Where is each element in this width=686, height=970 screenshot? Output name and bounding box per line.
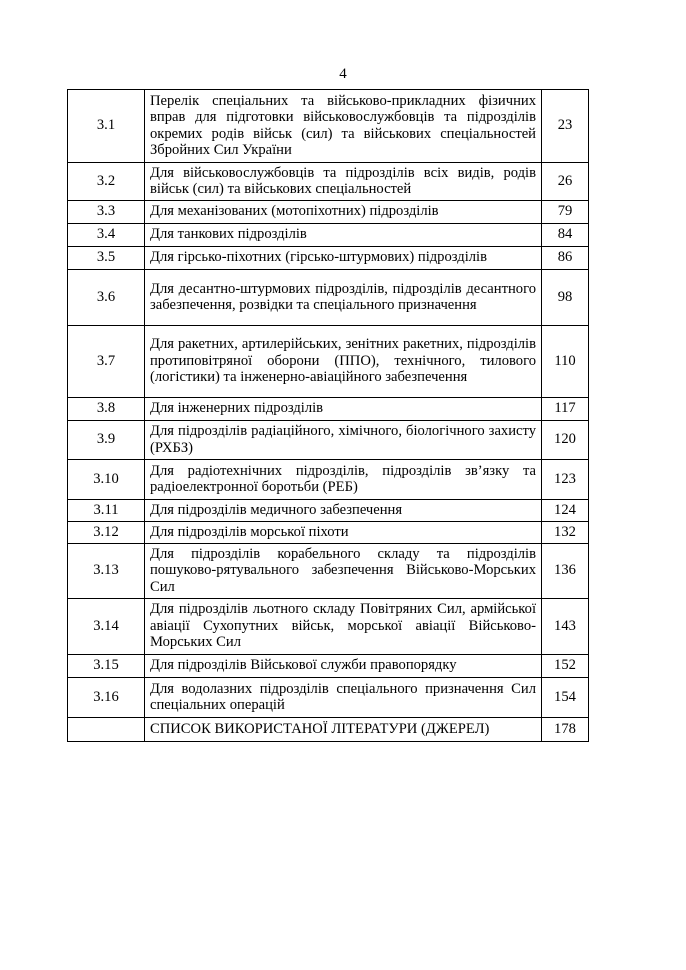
toc-row-3-16 bbox=[68, 678, 589, 718]
toc-row-3-10 bbox=[68, 460, 589, 500]
section-title: Для радіотехнічних підрозділів, підрозділів зв’язку та радіоелектронної боротьби (РЕБ) bbox=[145, 460, 542, 500]
section-page: 152 bbox=[542, 655, 589, 678]
table-of-contents bbox=[67, 89, 589, 742]
toc-row-3-15 bbox=[68, 655, 589, 678]
section-number: 3.10 bbox=[68, 460, 145, 500]
toc-row-3-4 bbox=[68, 224, 589, 247]
section-number: 3.16 bbox=[68, 678, 145, 718]
toc-row-3-12 bbox=[68, 522, 589, 544]
section-title: Для підрозділів льотного складу Повітряних Сил, армійської авіації Сухопутних військ, морської авіації Військово-Морських Сил bbox=[145, 599, 542, 655]
section-title: Для гірсько-піхотних (гірсько-штурмових) підрозділів bbox=[145, 247, 542, 270]
section-title: Для танкових підрозділів bbox=[145, 224, 542, 247]
section-title: Для підрозділів морської піхоти bbox=[145, 522, 542, 544]
section-number: 3.6 bbox=[68, 270, 145, 326]
toc-row-3-7 bbox=[68, 326, 589, 398]
section-number: 3.13 bbox=[68, 544, 145, 599]
section-page: 136 bbox=[542, 544, 589, 599]
section-page: 110 bbox=[542, 326, 589, 398]
section-number: 3.8 bbox=[68, 398, 145, 421]
section-title: Перелік спеціальних та військово-прикладних фізичних вправ для підготовки військовослужбовців та підрозділів окремих родів військ (сил) та військових спеціальностей Збройних Сил України bbox=[145, 90, 542, 163]
section-page: 123 bbox=[542, 460, 589, 500]
toc-row-3-5 bbox=[68, 247, 589, 270]
section-title: Для десантно-штурмових підрозділів, підрозділів десантного забезпечення, розвідки та спеціального призначення bbox=[145, 270, 542, 326]
section-page: 120 bbox=[542, 421, 589, 460]
section-page: 132 bbox=[542, 522, 589, 544]
page-number: 4 bbox=[339, 66, 347, 82]
section-number: 3.1 bbox=[68, 90, 145, 163]
toc-row-3-13 bbox=[68, 544, 589, 599]
toc-row-3-6 bbox=[68, 270, 589, 326]
section-page: 86 bbox=[542, 247, 589, 270]
section-page: 143 bbox=[542, 599, 589, 655]
section-title: Для підрозділів Військової служби правопорядку bbox=[145, 655, 542, 678]
toc-row-3-11 bbox=[68, 500, 589, 522]
section-title: Для підрозділів радіаційного, хімічного, біологічного захисту (РХБЗ) bbox=[145, 421, 542, 460]
section-title: Для інженерних підрозділів bbox=[145, 398, 542, 421]
section-number: 3.7 bbox=[68, 326, 145, 398]
section-number: 3.14 bbox=[68, 599, 145, 655]
section-page: 117 bbox=[542, 398, 589, 421]
section-page: 98 bbox=[542, 270, 589, 326]
section-title: Для підрозділів корабельного складу та підрозділів пошуково-рятувального забезпечення Військово-Морських Сил bbox=[145, 544, 542, 599]
section-page: 23 bbox=[542, 90, 589, 163]
section-title: Для водолазних підрозділів спеціального призначення Сил спеціальних операцій bbox=[145, 678, 542, 718]
section-page: 84 bbox=[542, 224, 589, 247]
section-title: Для військовослужбовців та підрозділів всіх видів, родів військ (сил) та військових спеціальностей bbox=[145, 163, 542, 201]
section-number: 3.4 bbox=[68, 224, 145, 247]
empty-cell bbox=[68, 718, 145, 742]
section-number: 3.2 bbox=[68, 163, 145, 201]
toc-row-3-9 bbox=[68, 421, 589, 460]
section-page: 26 bbox=[542, 163, 589, 201]
section-number: 3.12 bbox=[68, 522, 145, 544]
toc-row-3-1 bbox=[68, 90, 589, 163]
toc-row-3-2 bbox=[68, 163, 589, 201]
section-number: 3.15 bbox=[68, 655, 145, 678]
section-page: 79 bbox=[542, 201, 589, 224]
section-number: 3.11 bbox=[68, 500, 145, 522]
references-title: СПИСОК ВИКОРИСТАНОЇ ЛІТЕРАТУРИ (ДЖЕРЕЛ) bbox=[145, 718, 542, 742]
toc-row-3-8 bbox=[68, 398, 589, 421]
section-title: Для механізованих (мотопіхотних) підрозділів bbox=[145, 201, 542, 224]
toc-row-references bbox=[68, 718, 589, 742]
toc-row-3-14 bbox=[68, 599, 589, 655]
section-page: 154 bbox=[542, 678, 589, 718]
section-page: 124 bbox=[542, 500, 589, 522]
section-title: Для підрозділів медичного забезпечення bbox=[145, 500, 542, 522]
section-title: Для ракетних, артилерійських, зенітних ракетних, підрозділів протиповітряної оборони (ППО), технічного, тилового (логістики) та інженерно-авіаційного забезпечення bbox=[145, 326, 542, 398]
toc-row-3-3 bbox=[68, 201, 589, 224]
section-number: 3.3 bbox=[68, 201, 145, 224]
section-number: 3.5 bbox=[68, 247, 145, 270]
section-number: 3.9 bbox=[68, 421, 145, 460]
references-page: 178 bbox=[542, 718, 589, 742]
